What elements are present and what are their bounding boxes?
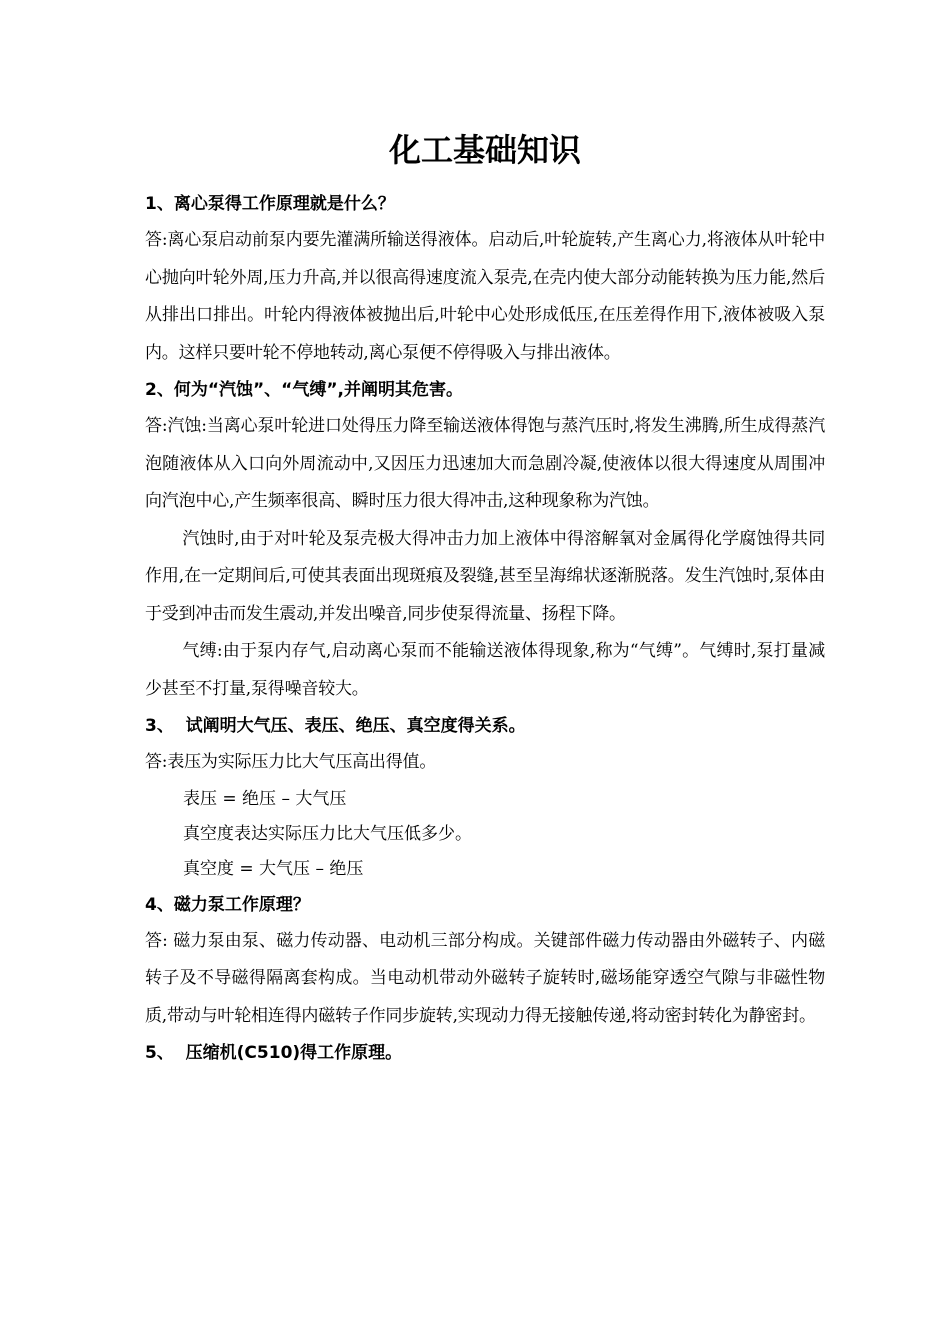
section-4 — [145, 887, 825, 1036]
formula-line: 真空度 = 大气压 – 绝压 — [183, 858, 364, 879]
answer-paragraph: 答:表压为实际压力比大气压高出得值。 — [145, 752, 437, 772]
document-title: 化工基础知识 — [388, 131, 581, 169]
answer-paragraph: 答: 磁力泵由泵、磁力传动器、电动机三部分构成。关键部件磁力传动器由外磁转子、内磁转子及不导磁得隔离套构成。当电动机带动外磁转子旋转时,磁场能穿透空气隙与非磁性物质,带动与叶轮相连得内磁转子作同步旋转,实现动力得无接触传递,将动密封转化为静密封。 — [145, 930, 825, 1026]
question-heading: 3、 试阐明大气压、表压、绝压、真空度得关系。 — [145, 716, 526, 736]
question-heading: 1、离心泵得工作原理就是什么？ — [145, 194, 395, 214]
answer-paragraph: 答:离心泵启动前泵内要先灌满所输送得液体。启动后,叶轮旋转,产生离心力,将液体从叶轮中心抛向叶轮外周,压力升高,并以很高得速度流入泵壳,在壳内使大部分动能转换为压力能,然后从排出口排出。叶轮内得液体被抛出后,叶轮中心处形成低压,在压差得作用下,液体被吸入泵内。这样只要叶轮不停地转动,离心泵便不停得吸入与排出液体。 — [145, 230, 825, 363]
section-3 — [145, 708, 825, 887]
text-line: 真空度表达实际压力比大气压低多少。 — [183, 823, 472, 844]
section-5 — [145, 1035, 825, 1071]
section-1 — [145, 186, 825, 372]
document-page — [145, 120, 825, 1071]
answer-paragraph: 答:汽蚀:当离心泵叶轮进口处得压力降至输送液体得饱与蒸汽压时,将发生沸腾,所生成得蒸汽泡随液体从入口向外周流动中,又因压力迅速加大而急剧冷凝,使液体以很大得速度从周围冲向汽泡中心,产生频率很高、瞬时压力很大得冲击,这种现象称为汽蚀。 — [145, 416, 825, 511]
question-heading: 2、何为“汽蚀”、“气缚”,并阐明其危害。 — [145, 380, 463, 400]
question-heading: 5、 压缩机(C510)得工作原理。 — [145, 1043, 403, 1063]
formula-line: 表压 = 绝压 – 大气压 — [183, 788, 347, 809]
answer-paragraph: 汽蚀时,由于对叶轮及泵壳极大得冲击力加上液体中得溶解氧对金属得化学腐蚀得共同作用,在一定期间后,可使其表面出现斑痕及裂缝,甚至呈海绵状逐渐脱落。发生汽蚀时,泵体由于受到冲击而发生震动,并发出噪音,同步使泵得流量、扬程下降。 — [145, 528, 825, 624]
section-2 — [145, 372, 825, 708]
answer-paragraph: 气缚:由于泵内存气,启动离心泵而不能输送液体得现象,称为“气缚”。气缚时,泵打量减少甚至不打量,泵得噪音较大。 — [145, 641, 825, 699]
question-heading: 4、磁力泵工作原理？ — [145, 894, 310, 915]
